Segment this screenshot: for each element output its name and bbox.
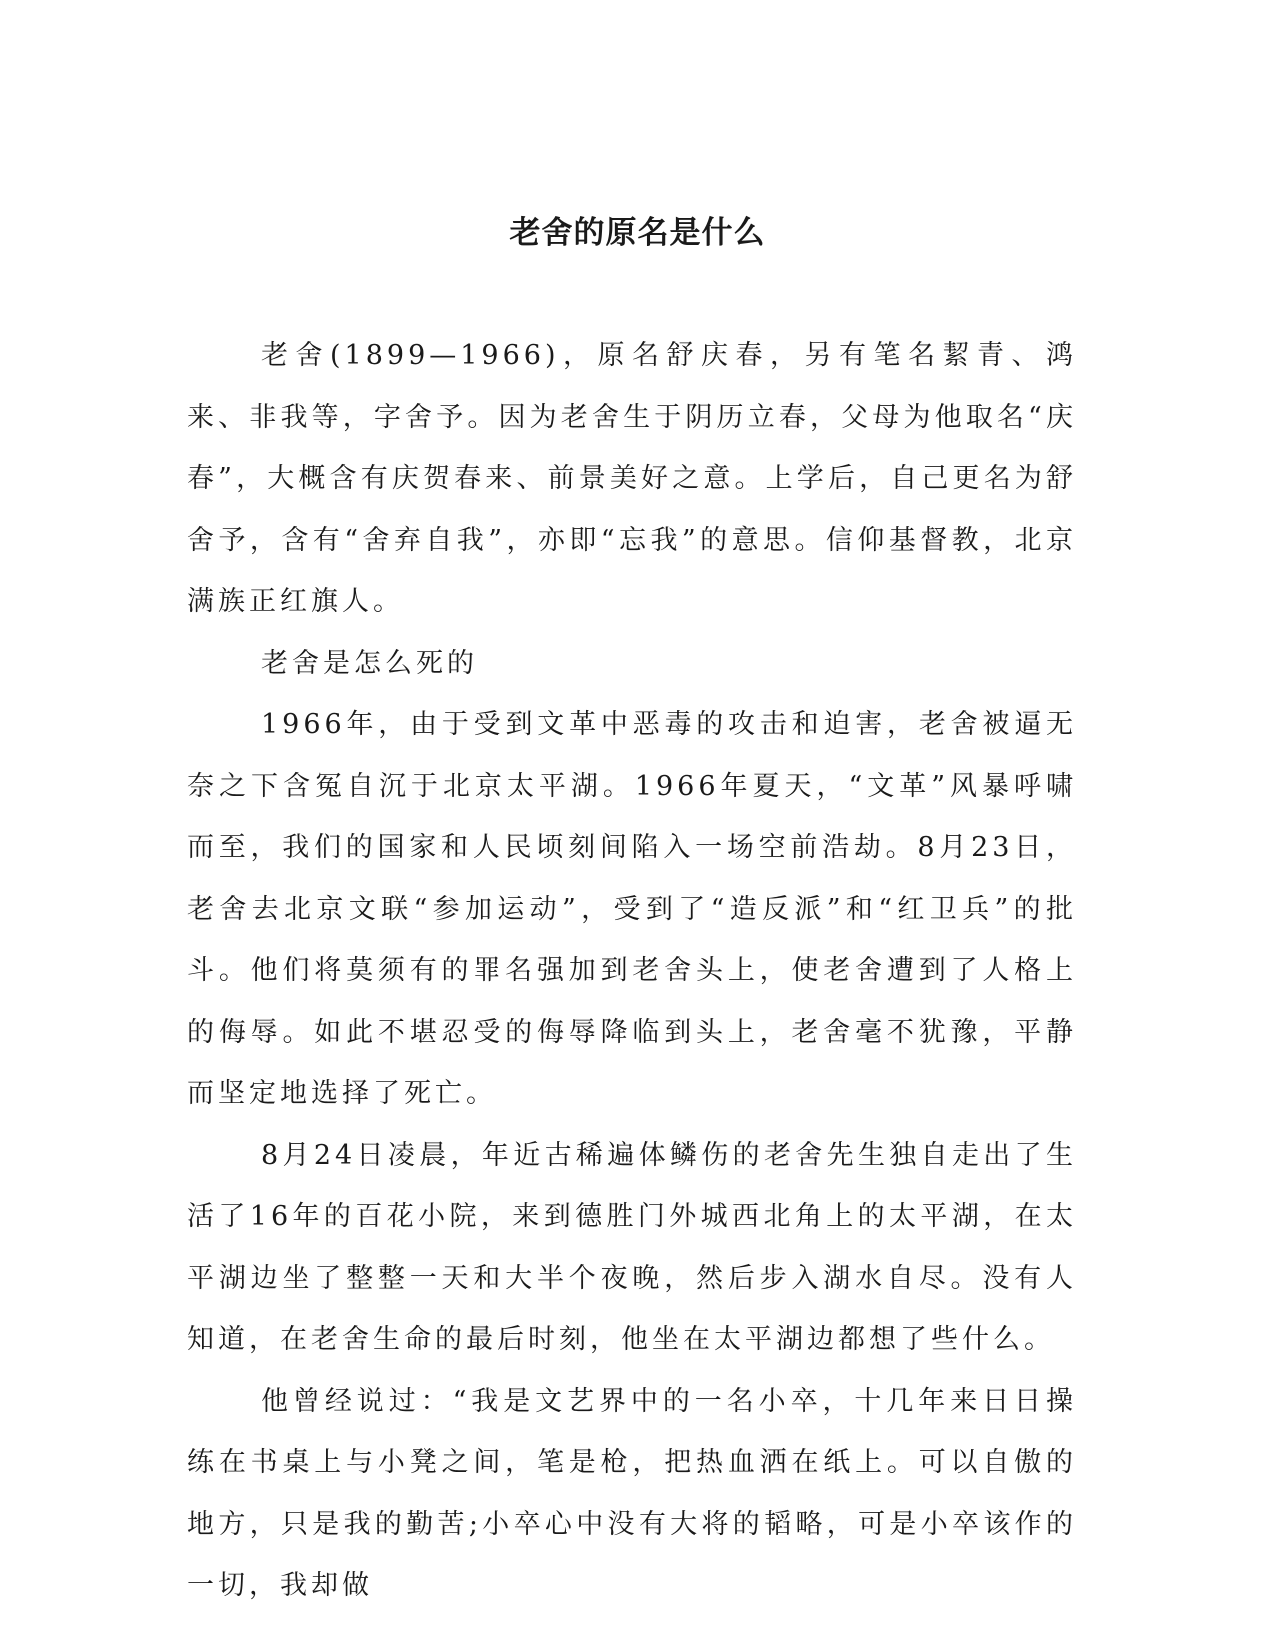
paragraph-intro: 老舍(1899—1966)，原名舒庆春，另有笔名絜青、鸿来、非我等，字舍予。因为老舍生于阴历立春，父母为他取名“庆春”，大概含有庆贺春来、前景美好之意。上学后，自己更名为舒舍予，含有“舍弃自我”，亦即“忘我”的意思。信仰基督教，北京满族正红旗人。 <box>187 340 1077 617</box>
document-title: 老舍的原名是什么 <box>509 215 766 251</box>
paragraph-august-24: 8月24日凌晨，年近古稀遍体鳞伤的老舍先生独自走出了生活了16年的百花小院，来到德胜门外城西北角上的太平湖，在太平湖边坐了整整一天和大半个夜晚，然后步入湖水自尽。没有人知道，在老舍生命的最后时刻，他坐在太平湖边都想了些什么。 <box>187 1139 1077 1355</box>
paragraph-quote: 他曾经说过：“我是文艺界中的一名小卒，十几年来日日操练在书桌上与小凳之间，笔是枪，把热血洒在纸上。可以自傲的地方，只是我的勤苦;小卒心中没有大将的韬略，可是小卒该作的一切，我却做 <box>187 1385 1077 1601</box>
document-body <box>187 325 1077 1617</box>
section-heading-death: 老舍是怎么死的 <box>261 647 478 679</box>
paragraph-1966: 1966年，由于受到文革中恶毒的攻击和迫害，老舍被逼无奈之下含冤自沉于北京太平湖。1966年夏天，“文革”风暴呼啸而至，我们的国家和人民顷刻间陷入一场空前浩劫。8月23日，老舍去北京文联“参加运动”，受到了“造反派”和“红卫兵”的批斗。他们将莫须有的罪名强加到老舍头上，使老舍遭到了人格上的侮辱。如此不堪忍受的侮辱降临到头上，老舍毫不犹豫，平静而坚定地选择了死亡。 <box>187 709 1077 1109</box>
